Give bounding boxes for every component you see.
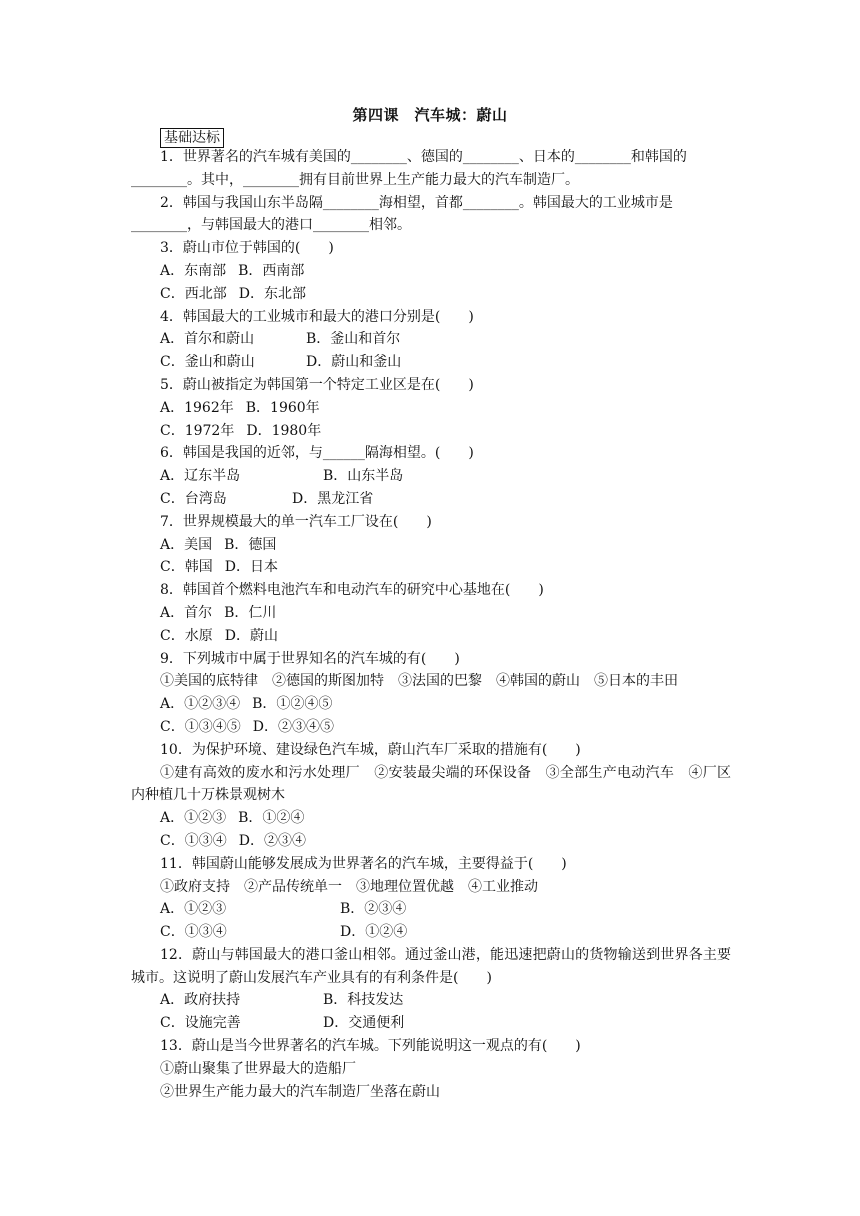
question-4 — [131, 306, 731, 374]
options-row — [131, 716, 731, 739]
option-d: D．日本 — [224, 559, 278, 576]
question-2-line2: ________，与韩国最大的港口________相邻。 — [131, 217, 411, 234]
options-row — [131, 351, 731, 374]
option-c: C．①③④⑤ — [160, 718, 241, 735]
option-a: A．辽东半岛 — [160, 468, 241, 485]
options-row — [131, 921, 731, 944]
question-7 — [131, 511, 731, 579]
option-d: D．②③④⑤ — [252, 718, 334, 735]
question-10 — [131, 739, 731, 853]
option-b: B．德国 — [224, 536, 277, 553]
option-d: D．东北部 — [238, 285, 306, 302]
option-c: C．1972年 — [160, 422, 235, 439]
options-row — [131, 830, 731, 853]
question-list — [131, 146, 731, 1103]
option-d: D．蔚山和釜山 — [306, 354, 402, 371]
question-5 — [131, 374, 731, 442]
option-d: D．蔚山 — [224, 627, 278, 644]
option-c: C．釜山和蔚山 — [160, 354, 255, 371]
question-1-line1: 1．世界著名的汽车城有美国的________、德国的________、日本的________和韩国的 — [160, 149, 687, 165]
option-a: A．1962年 — [160, 399, 234, 416]
question-items: ①建有高效的废水和污水处理厂 ②安装最尖端的环保设备 ③全部生产电动汽车 ④厂区内种植几十万株景观树木 — [131, 764, 731, 804]
options-row — [131, 328, 731, 351]
question-stem: 10．为保护环境、建设绿色汽车城，蔚山汽车厂采取的措施有( ) — [160, 741, 581, 758]
option-c: C．①③④ — [160, 832, 227, 849]
question-stem: 5．蔚山被指定为韩国第一个特定工业区是在( ) — [160, 376, 474, 393]
question-item: ①蔚山聚集了世界最大的造船厂 — [160, 1060, 356, 1077]
option-b: B．①②④⑤ — [252, 696, 333, 713]
option-a: A．①②③④ — [160, 696, 241, 713]
option-a: A．①②③ — [160, 810, 227, 827]
question-2 — [131, 192, 731, 238]
option-d: D．②③④ — [238, 832, 306, 849]
question-stem: 8．韩国首个燃料电池汽车和电动汽车的研究中心基地在( ) — [160, 582, 544, 599]
option-b: B．仁川 — [224, 604, 277, 621]
question-8 — [131, 579, 731, 647]
options-row — [131, 693, 731, 716]
section-label: 基础达标 — [160, 128, 224, 148]
option-a: A．东南部 — [160, 262, 227, 279]
question-13 — [131, 1035, 731, 1103]
option-c: C．①③④ — [160, 924, 227, 941]
question-9 — [131, 648, 731, 739]
options-row — [131, 465, 731, 488]
question-items: ①政府支持 ②产品传统单一 ③地理位置优越 ④工业推动 — [160, 878, 538, 895]
options-row — [131, 625, 731, 648]
options-row — [131, 807, 731, 830]
options-row — [131, 397, 731, 420]
option-a: A．①②③ — [160, 901, 227, 918]
question-stem: 3．蔚山市位于韩国的( ) — [160, 240, 334, 257]
question-stem: 7．世界规模最大的单一汽车工厂设在( ) — [160, 513, 432, 530]
options-row — [131, 260, 731, 283]
option-d: D．①②④ — [340, 924, 408, 941]
question-11 — [131, 853, 731, 944]
option-b: B．科技发达 — [323, 992, 404, 1009]
option-a: A．美国 — [160, 536, 213, 553]
question-item: ②世界生产能力最大的汽车制造厂坐落在蔚山 — [160, 1083, 440, 1100]
options-row — [131, 534, 731, 557]
option-c: C．西北部 — [160, 285, 227, 302]
question-12 — [131, 944, 731, 1035]
option-c: C．设施完善 — [160, 1015, 241, 1032]
options-row — [131, 602, 731, 625]
option-c: C．韩国 — [160, 559, 213, 576]
question-1-line2: ________。其中，________拥有目前世界上生产能力最大的汽车制造厂。 — [131, 171, 579, 188]
option-a: A．首尔和蔚山 — [160, 331, 255, 348]
question-stem: 12．蔚山与韩国最大的港口釜山相邻。通过釜山港，能迅速把蔚山的货物输送到世界各主要城市。这说明了蔚山发展汽车产业具有的有利条件是( ) — [131, 946, 731, 986]
question-items: ①美国的底特律 ②德国的斯图加特 ③法国的巴黎 ④韩国的蔚山 ⑤日本的丰田 — [160, 673, 678, 690]
option-b: B．山东半岛 — [323, 468, 404, 485]
option-b: B．①②④ — [238, 810, 305, 827]
question-3 — [131, 237, 731, 305]
option-a: A．首尔 — [160, 604, 213, 621]
question-stem: 11．韩国蔚山能够发展成为世界著名的汽车城，主要得益于( ) — [160, 855, 567, 872]
option-c: C．台湾岛 — [160, 490, 227, 507]
question-6 — [131, 442, 731, 510]
options-row — [131, 898, 731, 921]
question-stem: 9．下列城市中属于世界知名的汽车城的有( ) — [160, 650, 460, 667]
options-row — [131, 1012, 731, 1035]
question-1 — [131, 146, 731, 192]
option-b: B．1960年 — [245, 399, 320, 416]
options-row — [131, 989, 731, 1012]
question-stem: 6．韩国是我国的近邻，与______隔海相望。( ) — [160, 445, 474, 462]
option-b: B．西南部 — [238, 262, 305, 279]
question-2-line1: 2．韩国与我国山东半岛隔________海相望，首都________。韩国最大的工业城市是 — [160, 194, 673, 211]
options-row — [131, 488, 731, 511]
options-row — [131, 556, 731, 579]
option-a: A．政府扶持 — [160, 992, 241, 1009]
question-stem: 13．蔚山是当今世界著名的汽车城。下列能说明这一观点的有( ) — [160, 1038, 581, 1055]
option-c: C．水原 — [160, 627, 213, 644]
option-d: D．1980年 — [246, 422, 322, 439]
options-row — [131, 420, 731, 443]
page-title: 第四课 汽车城：蔚山 — [352, 106, 508, 124]
option-d: D．黑龙江省 — [292, 490, 374, 507]
option-d: D．交通便利 — [323, 1015, 405, 1032]
question-stem: 4．韩国最大的工业城市和最大的港口分别是( ) — [160, 308, 474, 325]
option-b: B．釜山和首尔 — [306, 331, 401, 348]
option-b: B．②③④ — [340, 901, 407, 918]
options-row — [131, 283, 731, 306]
